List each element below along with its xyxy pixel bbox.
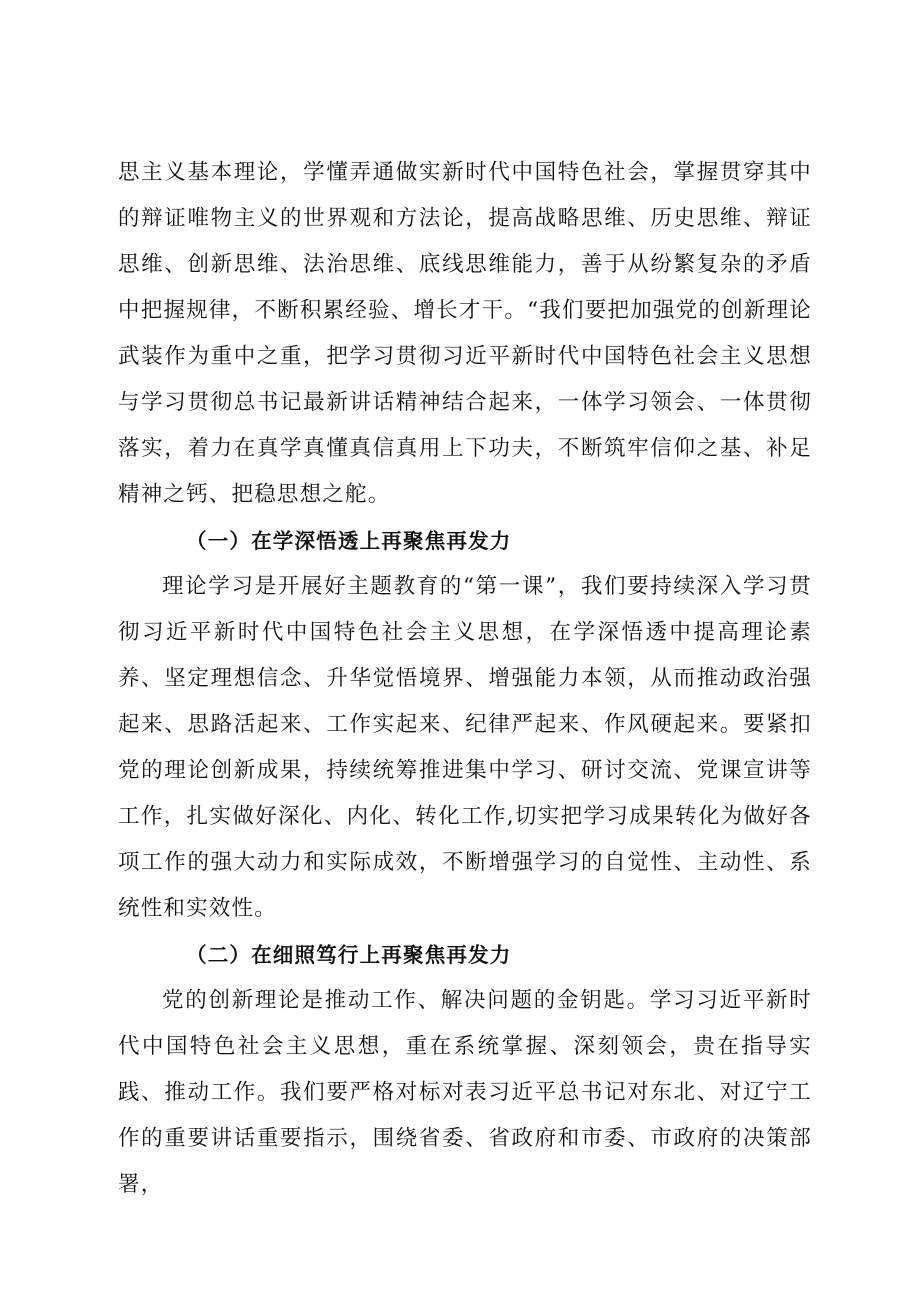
document-page	[118, 150, 812, 1208]
body-paragraph-continued: 思主义基本理论，学懂弄通做实新时代中国特色社会，掌握贯穿其中的辩证唯物主义的世界观和方法论，提高战略思维、历史思维、辩证思维、创新思维、法治思维、底线思维能力，善于从纷繁复杂的矛盾中把握规律，不断积累经验、增长才干。“我们要把加强党的创新理论武装作为重中之重，把学习贯彻习近平新时代中国特色社会主义思想与学习贯彻总书记最新讲话精神结合起来，一体学习领会、一体贯彻落实，着力在真学真懂真信真用上下功夫，不断筑牢信仰之基、补足精神之钙、把稳思想之舵。	[118, 160, 812, 507]
body-paragraph-theory-study: 理论学习是开展好主题教育的“第一课”，我们要持续深入学习贯彻习近平新时代中国特色社会主义思想，在学深悟透中提高理论素养、坚定理想信念、升华觉悟境界、增强能力本领，从而推动政治强起来、思路活起来、工作实起来、纪律严起来、作风硬起来。要紧扣党的理论创新成果，持续统筹推进集中学习、研讨交流、党课宣讲等工作，扎实做好深化、内化、转化工作,切实把学习成果转化为做好各项工作的强大动力和实际成效，不断增强学习的自觉性、主动性、系统性和实效性。	[118, 574, 812, 921]
section-heading-1: （一）在学深悟透上再聚焦再发力	[186, 529, 512, 553]
section-heading-2: （二）在细照笃行上再聚焦再发力	[186, 943, 512, 967]
body-paragraph-innovation-theory: 党的创新理论是推动工作、解决问题的金钥匙。学习习近平新时代中国特色社会主义思想，重在系统掌握、深刻领会，贵在指导实践、推动工作。我们要严格对标对表习近平总书记对东北、对辽宁工作的重要讲话重要指示，围绕省委、省政府和市委、市政府的决策部署，	[118, 988, 812, 1197]
